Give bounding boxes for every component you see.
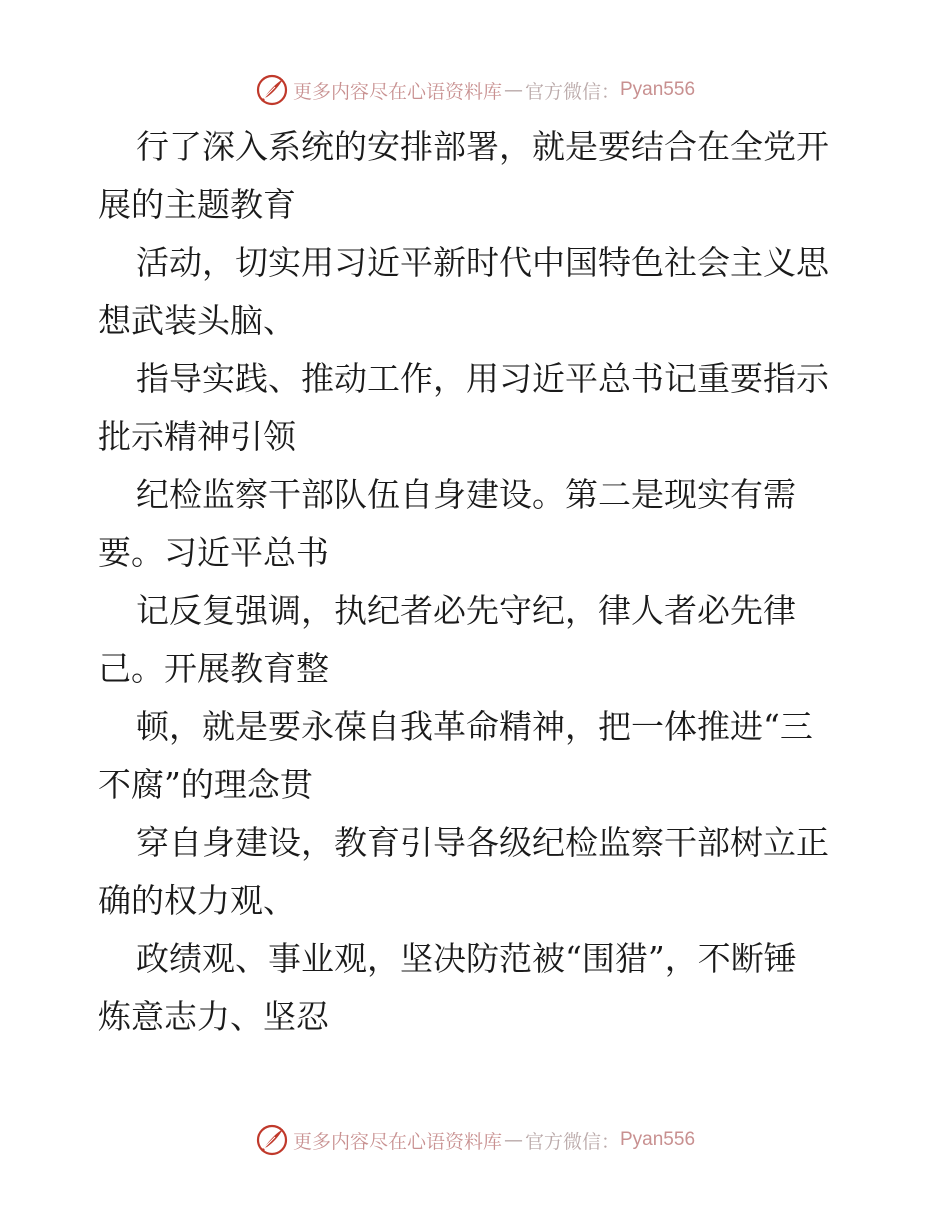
paragraph-line: 展的主题教育 [98, 185, 296, 224]
paragraph [98, 582, 858, 698]
paragraph-line: 要。习近平总书 [98, 533, 329, 572]
watermark-separator: — [503, 79, 523, 101]
paragraph [98, 118, 858, 234]
feather-logo-icon [255, 73, 289, 107]
feather-logo-icon [255, 1123, 289, 1157]
paragraph-line: 想武装头脑、 [98, 301, 296, 340]
paragraph [98, 466, 858, 582]
paragraph-line: 己。开展教育整 [98, 649, 329, 688]
paragraph [98, 930, 858, 1046]
paragraph-line: 顿，就是要永葆自我革命精神，把一体推进“三 [136, 707, 813, 746]
watermark-wechat-id: Pyan556 [620, 79, 696, 100]
watermark-site-text: 更多内容尽在心语资料库 [292, 1130, 502, 1153]
footer-watermark [0, 1120, 950, 1160]
paragraph-line: 活动，切实用习近平新时代中国特色社会主义思 [136, 243, 829, 282]
paragraph-line: 确的权力观、 [98, 881, 296, 920]
watermark-wechat-label: 官方微信： [524, 80, 620, 103]
paragraph-line: 批示精神引领 [98, 417, 296, 456]
watermark-wechat-label: 官方微信： [524, 1130, 620, 1153]
paragraph-line: 行了深入系统的安排部署，就是要结合在全党开 [136, 127, 829, 166]
paragraph-line: 记反复强调，执纪者必先守纪，律人者必先律 [136, 591, 796, 630]
watermark-site-text: 更多内容尽在心语资料库 [292, 80, 502, 103]
paragraph [98, 698, 858, 814]
paragraph [98, 234, 858, 350]
paragraph-line: 穿自身建设，教育引导各级纪检监察干部树立正 [136, 823, 829, 862]
paragraph-line: 指导实践、推动工作，用习近平总书记重要指示 [136, 359, 829, 398]
paragraph-line: 纪检监察干部队伍自身建设。第二是现实有需 [136, 475, 796, 514]
header-watermark [0, 70, 950, 110]
paragraph [98, 814, 858, 930]
paragraph [98, 350, 858, 466]
watermark-separator: — [503, 1129, 523, 1151]
paragraph-line: 政绩观、事业观，坚决防范被“围猎”，不断锤 [136, 939, 797, 978]
paragraph-line: 炼意志力、坚忍 [98, 997, 329, 1036]
watermark-wechat-id: Pyan556 [620, 1129, 696, 1150]
document-body [98, 118, 858, 1046]
paragraph-line: 不腐”的理念贯 [98, 765, 313, 804]
